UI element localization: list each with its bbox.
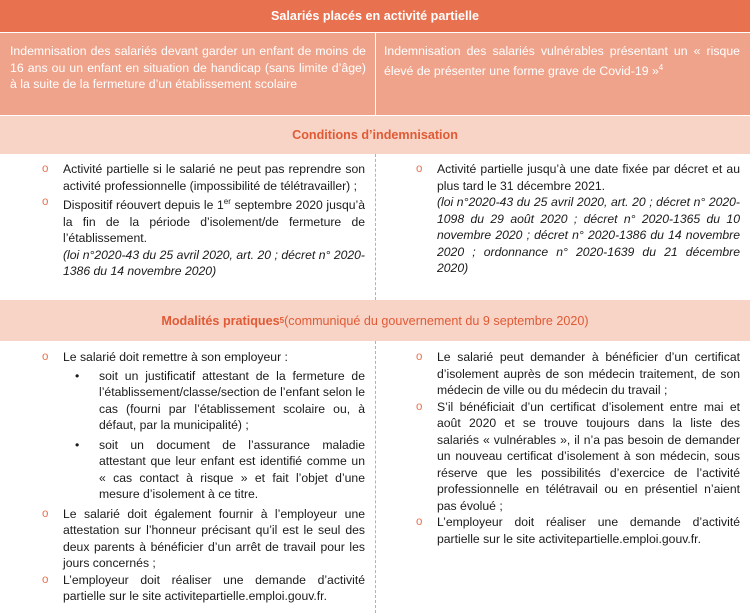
conditions-band <box>0 116 750 154</box>
conditions-left <box>40 161 365 280</box>
subheader-right-text: Indemnisation des salariés vulnérables présentant un « risque élevé de présenter une forme grave de Covid-19 » <box>384 44 740 78</box>
conditions-right <box>414 161 740 277</box>
list-item <box>40 161 365 194</box>
modalites-right-item3: L’employeur doit réaliser une demande d’activité partielle sur le site activitepartielle.emploi.gouv.fr. <box>437 515 740 546</box>
list-item <box>63 437 365 503</box>
list-item <box>414 349 740 399</box>
modalites-left-item1: Le salarié doit remettre à son employeur : <box>63 350 288 364</box>
list-item <box>63 368 365 434</box>
modalites-note: 5 <box>279 316 285 325</box>
list-item <box>40 572 365 605</box>
modalites-title: Modalités pratiques <box>161 313 280 328</box>
conditions-right-item1: Activité partielle jusqu’à une date fixée par décret et au plus tard le 31 décembre 2021. <box>437 162 740 193</box>
list-item <box>414 514 740 547</box>
subheader-right <box>384 43 740 79</box>
subheader-divider <box>375 33 376 115</box>
conditions-right-ref: (loi n°2020-43 du 25 avril 2020, art. 20 ; décret n° 2020-1098 du 29 août 2020 ; décret n° 2020-1365 du 10 novembre 2020 ; décret n° 2020-1386 du 14 novembre 2020 ; ordonnance n° 2020-1639 du 21 décembre 2020) <box>437 195 740 275</box>
list-item <box>40 194 365 280</box>
modalites-right-item2: S’il bénéficiait d’un certificat d’isolement entre mai et août 2020 et se trouve toujours dans la liste des salariés « vulnérables », il n’a pas besoin de demander un nouveau certificat d’isolement à son médecin, sous réserve que les possibilités d’exercice de l’activité professionnelle en télétravail ou en présentiel n’aient pas évolué ; <box>437 399 740 513</box>
conditions-left-ref: (loi n°2020-43 du 25 avril 2020, art. 20 ; décret n° 2020-1386 du 14 novembre 2020) <box>63 247 365 279</box>
conditions-left-item2b: septembre 2020 jusqu’à la fin de la période d’isolement/de fermeture de l’établissement. <box>63 198 365 246</box>
modalites-left-item3: L’employeur doit réaliser une demande d’activité partielle sur le site activitepartielle.emploi.gouv.fr. <box>63 572 365 603</box>
modalites-right-item1: Le salarié peut demander à bénéficier d’un certificat d’isolement auprès de son médecin traitement, de son médecin de ville ou du médecin du travail ; <box>437 350 740 397</box>
table-title-text: Salariés placés en activité partielle <box>271 9 479 23</box>
list-item <box>414 399 740 515</box>
modalites-left-bullet1: soit un justificatif attestant de la fermeture de l’établissement/classe/section de l’enfant selon le cas (fourni par l’établissement scolaire ou, à défaut, par la municipalité) ; <box>99 368 365 432</box>
modalites-left <box>40 349 365 605</box>
modalites-right <box>414 349 740 547</box>
conditions-divider <box>375 154 377 300</box>
list-item <box>40 506 365 572</box>
conditions-left-item2a: Dispositif réouvert depuis le 1 <box>63 198 224 213</box>
subheader-left-text: Indemnisation des salariés devant garder un enfant de moins de 16 ans ou un enfant en situation de handicap (sans limite d’âge) à la suite de la fermeture d’un établissement scolaire <box>10 44 366 91</box>
modalites-divider <box>375 341 377 613</box>
conditions-left-item1: Activité partielle si le salarié ne peut pas reprendre son activité professionnelle (impossibilité de télétravailler) ; <box>63 162 365 193</box>
subheader-left <box>10 43 366 93</box>
modalites-left-bullet2: soit un document de l’assurance maladie attestant que leur enfant est identifié comme un « cas contact à risque » et fait l’objet d’une mesure d’isolement à ce titre. <box>99 437 365 501</box>
modalites-subtitle: (communiqué du gouvernement du 9 septembre 2020) <box>284 313 589 328</box>
list-item <box>414 161 740 277</box>
conditions-left-item2-sup: er <box>223 197 231 206</box>
table-title <box>0 0 750 33</box>
list-item <box>40 349 365 503</box>
subheader-right-note: 4 <box>658 62 664 72</box>
conditions-title: Conditions d’indemnisation <box>292 128 458 142</box>
modalites-left-item2: Le salarié doit également fournir à l’employeur une attestation sur l’honneur précisant qu’il est le seul des deux parents à bénéficier d’un arrêt de travail pour les jours concernés ; <box>63 506 365 570</box>
modalites-band <box>0 300 750 341</box>
